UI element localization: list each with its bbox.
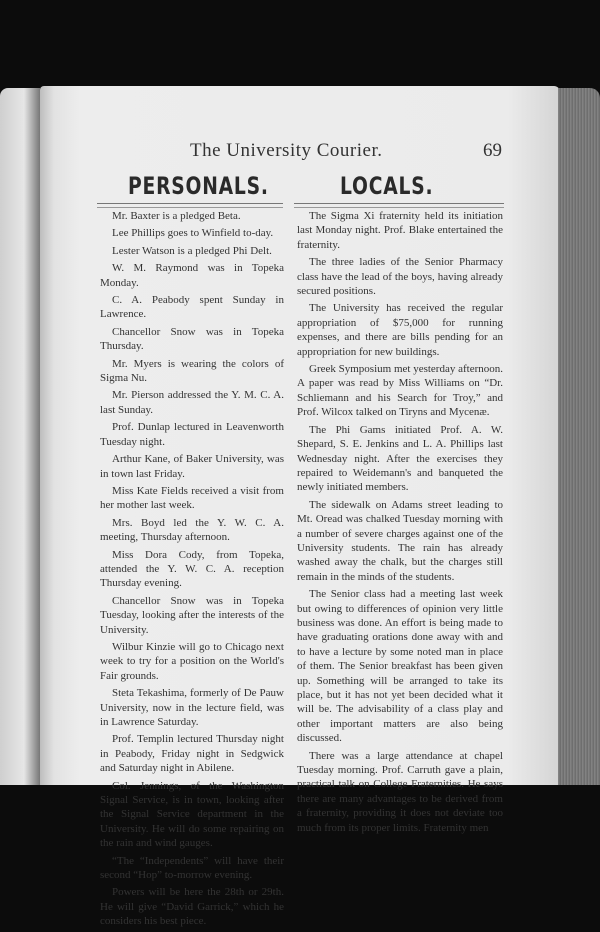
personals-paragraph: W. M. Raymond was in Topeka Monday.	[100, 262, 284, 289]
locals-paragraph: There was a large attendance at chapel Tuesday morning. Prof. Carruth gave a plain, practical talk on College Fraternities. He says there are many advantages to be derived from a fraternity, providing it does not deviate too much from its proper limits. Fraternity men	[297, 749, 503, 834]
personals-paragraph: Prof. Dunlap lectured in Leavenworth Tuesday night.	[100, 421, 284, 448]
personals-paragraph: Miss Kate Fields received a visit from her mother last week.	[100, 484, 284, 512]
locals-paragraph: The sidewalk on Adams street leading to Mt. Oread was chalked Tuesday morning with a number of severe charges against one of the University students. The rain has already washed away the chalk, but the charges still remain in the minds of the students.	[297, 498, 503, 583]
locals-paragraph: The Phi Gams initiated Prof. A. W. Shepard, S. E. Jenkins and L. A. Phillips last Wednesday night. After the exercises they repaired to Weidemann's and banqueted the newly initiated members.	[297, 423, 503, 494]
locals-paragraph: The University has received the regular appropriation of $75,000 for running expenses, and there are bills pending for an appropriation for new buildings.	[297, 302, 503, 358]
page-number: 69	[483, 140, 502, 161]
locals-paragraph: The Senior class had a meeting last week but owing to differences of opinion very little business was done. An effort is being made to have graduating orations done away with and to have a lecture by some noted man in place of them. The Senior breakfast has been given up. Something will be arranged to take its place, but it has not yet been decided what it will be. The advisability of a class play and other important matters are also being discussed.	[297, 588, 503, 745]
personals-paragraph: Wilbur Kinzie will go to Chicago next week to try for a position on the World's Fair grounds.	[100, 640, 284, 682]
personals-paragraph: Chancellor Snow was in Topeka Thursday.	[100, 325, 284, 353]
personals-paragraph: Steta Tekashima, formerly of De Pauw University, now in the lecture field, was in Lawrence Saturday.	[100, 687, 284, 728]
column-rule	[97, 203, 283, 208]
locals-paragraph: The Sigma Xi fraternity held its initiation last Monday night. Prof. Blake entertained the fraternity.	[297, 210, 503, 251]
running-title: The University Courier.	[190, 140, 383, 161]
personals-column	[100, 209, 284, 932]
personals-paragraph: Mr. Pierson addressed the Y. M. C. A. last Sunday.	[100, 389, 284, 416]
personals-paragraph: Mrs. Boyd led the Y. W. C. A. meeting, Thursday afternoon.	[100, 516, 284, 544]
page-stack-edges	[558, 88, 600, 785]
locals-heading: LOCALS.	[340, 172, 434, 200]
personals-paragraph: Lee Phillips goes to Winfield to-day.	[112, 227, 274, 240]
locals-paragraph: The three ladies of the Senior Pharmacy class have the lead of the boys, having already secured positions.	[297, 256, 503, 298]
locals-paragraph: Greek Symposium met yesterday afternoon. A paper was read by Miss Williams on “Dr. Schliemann and his Search for Troy,” and Prof. Wilcox talked on Tiryns and Mycenæ.	[297, 363, 503, 419]
personals-paragraph: Lester Watson is a pledged Phi Delt.	[112, 244, 272, 257]
personals-paragraph: Miss Dora Cody, from Topeka, attended the Y. W. C. A. reception Thursday evening.	[100, 548, 284, 590]
personals-paragraph: Chancellor Snow was in Topeka Tuesday, looking after the interests of the University.	[100, 594, 284, 636]
personals-paragraph: C. A. Peabody spent Sunday in Lawrence.	[100, 294, 284, 321]
column-rule	[294, 203, 504, 208]
personals-paragraph: Col. Jennings, of the Washington Signal Service, is in town, looking after the Signal Service department in the University. He will do some repairing on the rain and wind gauges.	[100, 779, 284, 850]
personals-paragraph: “The “Independents” will have their second “Hop” to-morrow evening.	[100, 854, 284, 882]
personals-paragraph: Powers will be here the 28th or 29th. He will give “David Garrick,” which he considers his best piece.	[100, 886, 284, 928]
personals-paragraph: Prof. Templin lectured Thursday night in Peabody, Friday night in Sedgwick and Saturday night in Abilene.	[100, 733, 284, 775]
personals-paragraph: Arthur Kane, of Baker University, was in town last Friday.	[100, 453, 284, 480]
facing-page-edge	[0, 88, 40, 785]
locals-column	[297, 209, 503, 838]
personals-paragraph: Mr. Myers is wearing the colors of Sigma Nu.	[100, 357, 284, 385]
personals-heading: PERSONALS.	[128, 172, 269, 200]
personals-paragraph: Mr. Baxter is a pledged Beta.	[112, 210, 241, 222]
